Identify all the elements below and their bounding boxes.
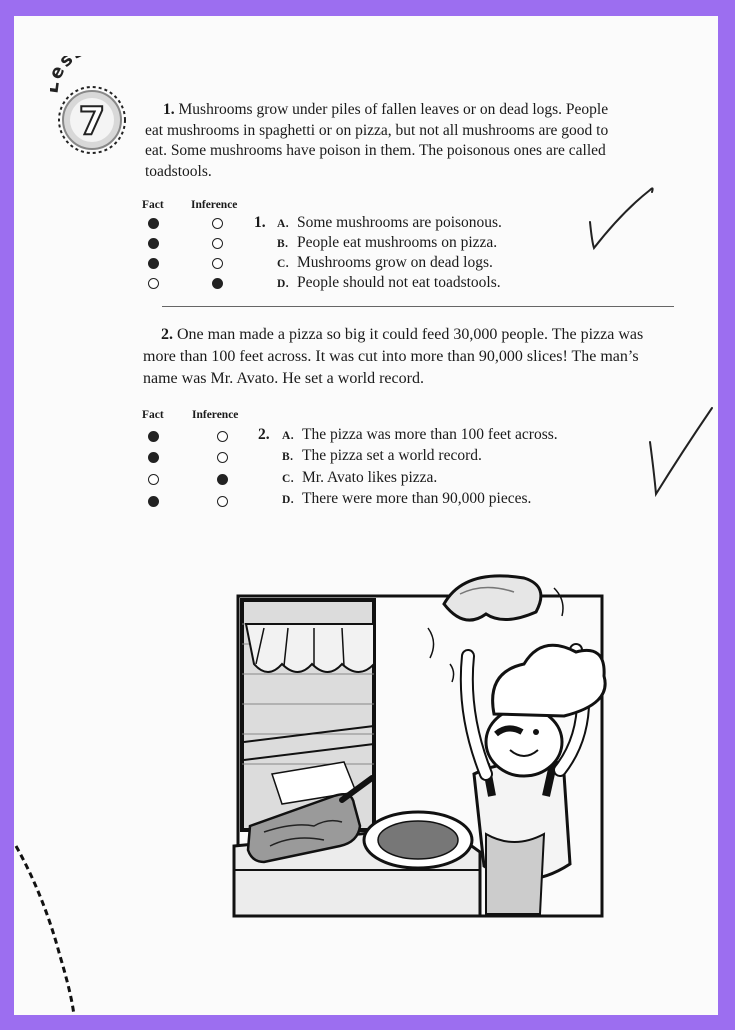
answer-2d: D. There were more than 90,000 pieces. [282, 490, 532, 507]
passage-1-text: Mushrooms grow under piles of fallen leaves or on dead logs. People eat mushrooms in spaghetti or on pizza, but not all mushrooms are good to eat. Some mushrooms have poison in them. The poisonous ones are called toadstools. [145, 101, 609, 180]
passage-1 [145, 100, 615, 182]
answer-1b: B. People eat mushrooms on pizza. [277, 234, 498, 251]
inference-bubble-1d[interactable] [212, 278, 223, 289]
checkmark-1-icon [582, 184, 662, 254]
inference-bubble-2b[interactable] [217, 452, 228, 463]
inference-bubble-2a[interactable] [217, 431, 228, 442]
fact-bubble-2c[interactable] [148, 474, 159, 485]
inference-header-1: Inference [191, 199, 238, 211]
fact-bubble-1d[interactable] [148, 278, 159, 289]
item-1-number: 1. [254, 214, 266, 231]
inference-bubble-1c[interactable] [212, 258, 223, 269]
fact-bubble-2a[interactable] [148, 431, 159, 442]
answer-2a: A. The pizza was more than 100 feet across. [282, 426, 558, 443]
passage-2-text: One man made a pizza so big it could feed 30,000 people. The pizza was more than 100 feet across. It was cut into more than 90,000 slices! The man’s name was Mr. Avato. He set a world record. [143, 326, 644, 387]
passage-1-number: 1. [163, 101, 175, 118]
decorative-curve [14, 836, 104, 1015]
fact-bubble-2b[interactable] [148, 452, 159, 463]
fact-header-1: Fact [142, 199, 164, 211]
passage-2-number: 2. [161, 326, 173, 343]
inference-bubble-2c[interactable] [217, 474, 228, 485]
answer-1a: A. Some mushrooms are poisonous. [277, 214, 502, 231]
answer-2c: C. Mr. Avato likes pizza. [282, 469, 438, 486]
answer-1d: D. People should not eat toadstools. [277, 274, 501, 291]
lesson-badge [50, 56, 160, 156]
answer-2b: B. The pizza set a world record. [282, 447, 482, 464]
fact-bubble-1b[interactable] [148, 238, 159, 249]
inference-header-2: Inference [192, 409, 239, 421]
answer-1c: C. Mushrooms grow on dead logs. [277, 254, 493, 271]
fact-bubble-2d[interactable] [148, 496, 159, 507]
chef-pizza-illustration [224, 564, 644, 934]
inference-bubble-2d[interactable] [217, 496, 228, 507]
worksheet-page [14, 16, 718, 1015]
section-divider [162, 306, 674, 307]
inference-bubble-1a[interactable] [212, 218, 223, 229]
lesson-word: s [55, 56, 79, 72]
item-2-number: 2. [258, 426, 270, 443]
checkmark-2-icon [642, 402, 718, 502]
fact-header-2: Fact [142, 409, 164, 421]
fact-bubble-1c[interactable] [148, 258, 159, 269]
passage-2 [143, 324, 668, 390]
fact-bubble-1a[interactable] [148, 218, 159, 229]
inference-bubble-1b[interactable] [212, 238, 223, 249]
lesson-number: 7 [78, 99, 106, 143]
